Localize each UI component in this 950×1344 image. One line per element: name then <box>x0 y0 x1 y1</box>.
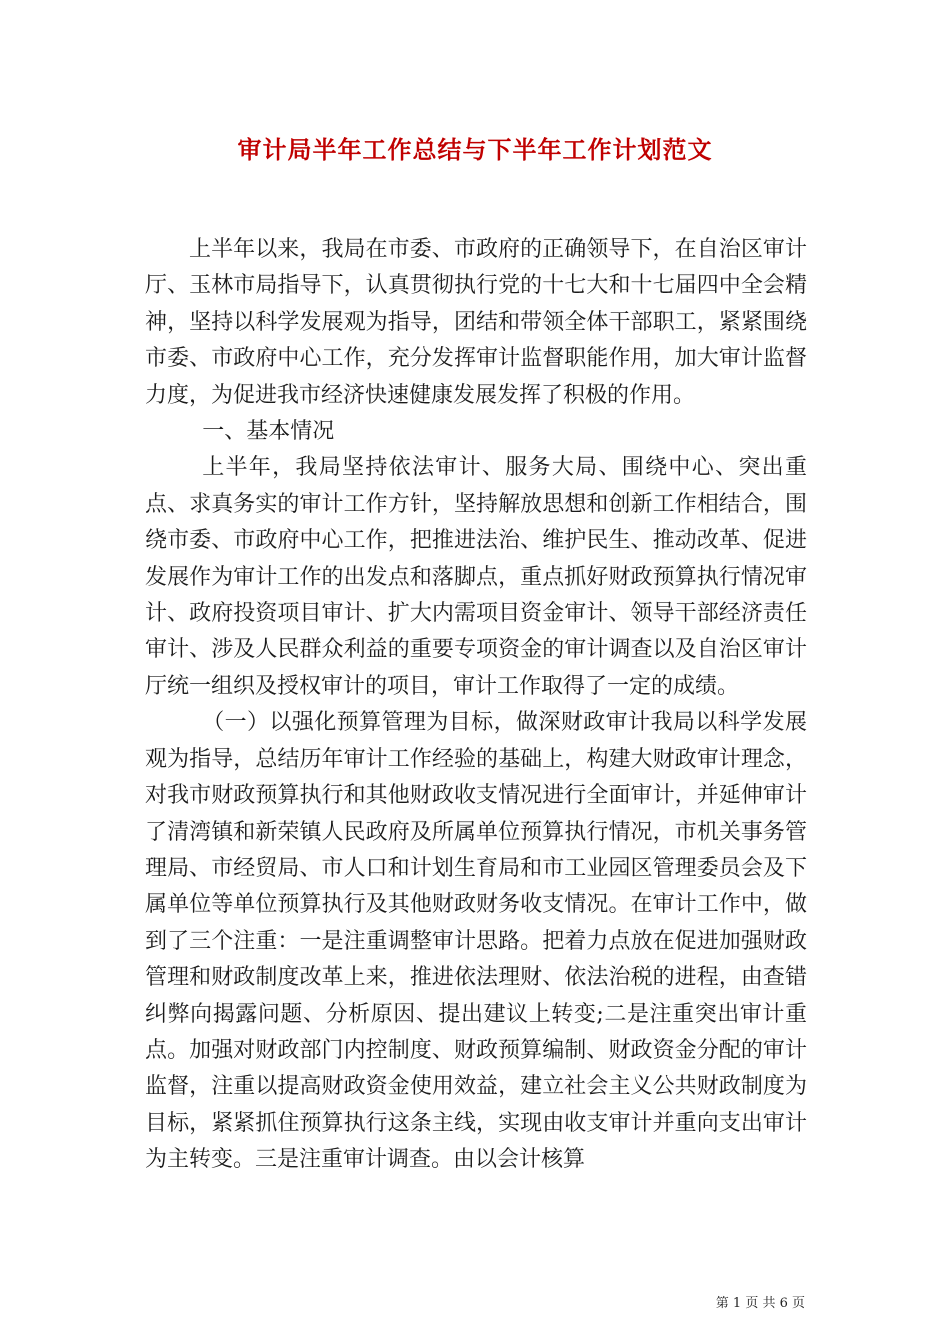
document-title: 审计局半年工作总结与下半年工作计划范文 <box>237 135 713 164</box>
document-body <box>145 232 807 1179</box>
paragraph-fiscal-audit: （一）以强化预算管理为目标，做深财政审计我局以科学发展观为指导，总结历年审计工作经验的基础上，构建大财政审计理念，对我市财政预算执行和其他财政收支情况进行全面审计，并延伸审计了清湾镇和新荣镇人民政府及所属单位预算执行情况，市机关事务管理局、市经贸局、市人口和计划生育局和市工业园区管理委员会及下属单位等单位预算执行及其他财政财务收支情况。在审计工作中，做到了三个注重：一是注重调整审计思路。把着力点放在促进加强财政管理和财政制度改革上来，推进依法理财、依法治税的进程，由查错纠弊向揭露问题、分析原因、提出建议上转变;二是注重突出审计重点。加强对财政部门内控制度、财政预算编制、财政资金分配的审计监督，注重以提高财政资金使用效益，建立社会主义公共财政制度为目标，紧紧抓住预算执行这条主线，实现由收支审计并重向支出审计为主转变。三是注重审计调查。由以会计核算 <box>145 710 807 1173</box>
paragraph-basic-situation: 上半年，我局坚持依法审计、服务大局、围绕中心、突出重点、求真务实的审计工作方针，坚持解放思想和创新工作相结合，围绕市委、市政府中心工作，把推进法治、维护民生、推动改革、促进发展作为审计工作的出发点和落脚点，重点抓好财政预算执行情况审计、政府投资项目审计、扩大内需项目资金审计、领导干部经济责任审计、涉及人民群众利益的重要专项资金的审计调查以及自治区审计厅统一组织及授权审计的项目，审计工作取得了一定的成绩。 <box>145 455 807 699</box>
section-heading-basic-situation: 一、基本情况 <box>202 419 335 445</box>
page-number-footer: 第 1 页 共 6 页 <box>715 1296 805 1311</box>
paragraph-intro: 上半年以来，我局在市委、市政府的正确领导下，在自治区审计厅、玉林市局指导下，认真贯彻执行党的十七大和十七届四中全会精神，坚持以科学发展观为指导，团结和带领全体干部职工，紧紧围绕市委、市政府中心工作，充分发挥审计监督职能作用，加大审计监督力度，为促进我市经济快速健康发展发挥了积极的作用。 <box>145 237 807 408</box>
